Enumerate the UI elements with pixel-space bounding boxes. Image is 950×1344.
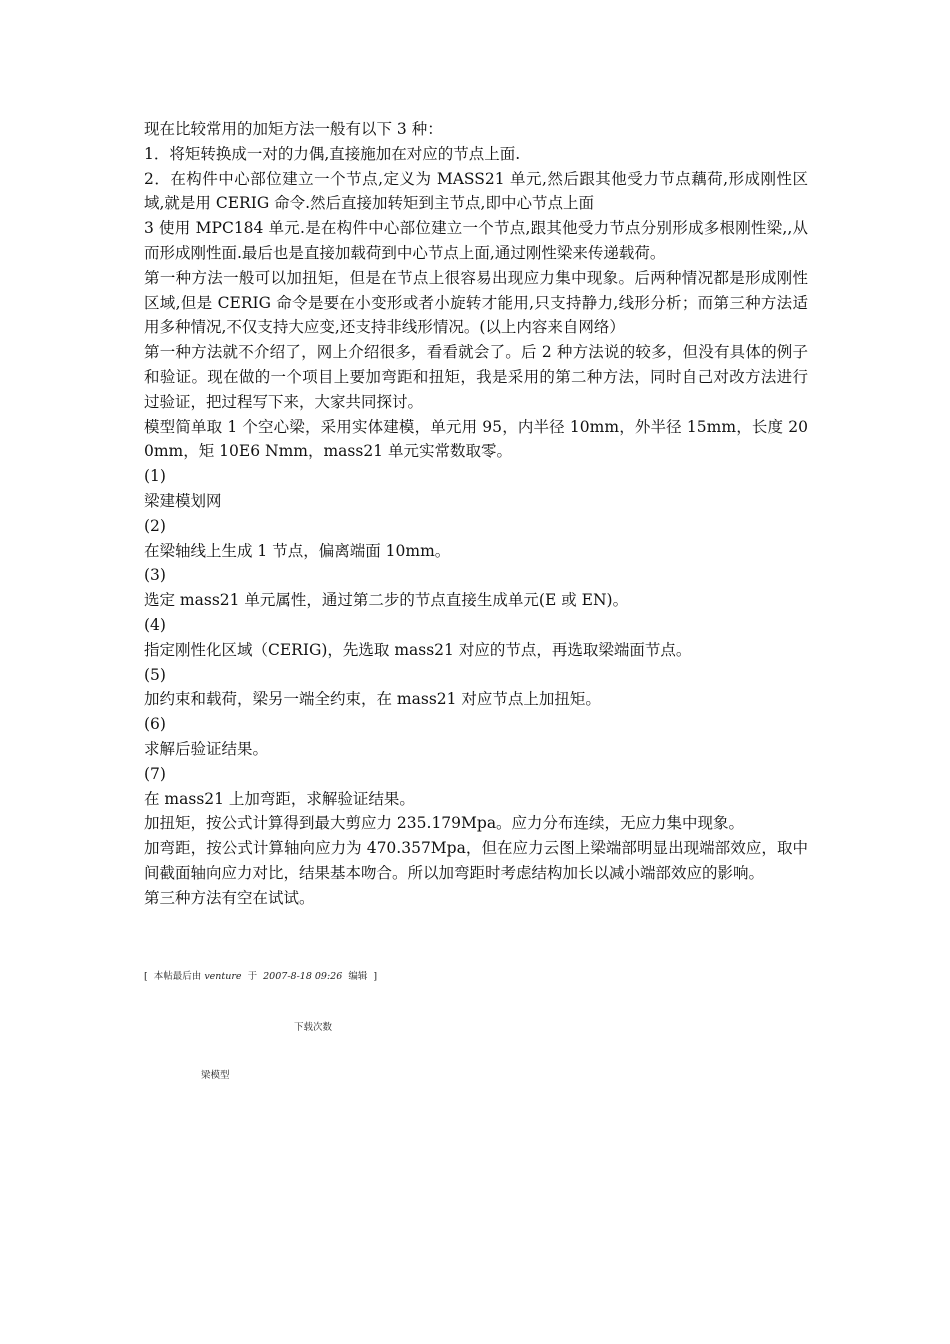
edit-note-action: 编辑: [348, 971, 368, 982]
paragraph-comparison: 第一种方法一般可以加扭矩，但是在节点上很容易出现应力集中现象。后两种情况都是形成刚性区域,但是 CERIG 命令是要在小变形或者小旋转才能用,只支持静力,线形分析；而第三种方法适用多种情况,不仅支持大应变,还支持非线形情况。(以上内容来自网络）: [144, 268, 808, 337]
paragraph-intro: 现在比较常用的加矩方法一般有以下 3 种：: [144, 120, 443, 138]
edit-note-open-bracket: [: [144, 971, 148, 982]
paragraph-model: 模型简单取 1 个空心梁，采用实体建模，单元用 95，内半径 10mm，外半径 15mm，长度 200mm，矩 10E6 Nmm，mass21 单元实常数取零。: [144, 417, 808, 461]
attachment-model-label[interactable]: 梁模型: [201, 1070, 230, 1081]
paragraph-method-3: 3 使用 MPC184 单元.是在构件中心部位建立一个节点,跟其他受力节点分别形成多根刚性梁,,从而形成刚性面.最后也是直接加载荷到中心节点上面,通过刚性梁来传递载荷。: [144, 219, 808, 262]
step-text-2: 在梁轴线上生成 1 节点，偏离端面 10mm。: [144, 541, 451, 560]
step-number-1: (1): [144, 467, 166, 486]
edit-note-at: 于: [247, 971, 258, 982]
paragraph-method-1: 1．将矩转换成一对的力偶,直接施加在对应的节点上面.: [144, 144, 521, 163]
edit-note-datetime: 2007-8-18 09:26: [263, 971, 343, 982]
step-number-3: (3): [144, 566, 166, 585]
download-count-label: 下载次数: [294, 1022, 333, 1033]
step-text-1: 梁建模划网: [144, 491, 222, 510]
step-text-7: 在 mass21 上加弯距，求解验证结果。: [144, 789, 415, 808]
step-number-7: (7): [144, 764, 166, 783]
step-number-4: (4): [144, 615, 166, 634]
edit-note: [144, 970, 377, 984]
paragraph-closing: 第三种方法有空在试试。: [144, 888, 315, 907]
paragraph-method-2: 2．在构件中心部位建立一个节点,定义为 MASS21 单元,然后跟其他受力节点藕荷,形成刚性区域,就是用 CERIG 命令.然后直接加转矩到主节点,即中心节点上面: [144, 169, 808, 213]
step-text-6: 求解后验证结果。: [144, 739, 269, 758]
step-text-4: 指定刚性化区域（CERIG)，先选取 mass21 对应的节点，再选取梁端面节点。: [144, 640, 692, 659]
paragraph-torque-result: 加扭矩，按公式计算得到最大剪应力 235.179Mpa。应力分布连续，无应力集中现象。: [144, 814, 745, 833]
step-number-5: (5): [144, 665, 166, 684]
step-number-2: (2): [144, 516, 166, 535]
step-text-3: 选定 mass21 单元属性，通过第二步的节点直接生成单元(E 或 EN)。: [144, 591, 629, 610]
edit-note-prefix: 本帖最后由: [153, 971, 202, 982]
article-body: [144, 117, 808, 911]
step-text-5: 加约束和载荷，梁另一端全约束，在 mass21 对应节点上加扭矩。: [144, 690, 601, 709]
step-number-6: (6): [144, 715, 166, 734]
paragraph-bending-result: 加弯距，按公式计算轴向应力为 470.357Mpa，但在应力云图上梁端部明显出现端部效应，取中间截面轴向应力对比，结果基本吻合。所以加弯距时考虑结构加长以减小端部效应的影响。: [144, 839, 808, 882]
paragraph-background: 第一种方法就不介绍了，网上介绍很多，看看就会了。后 2 种方法说的较多，但没有具体的例子和验证。现在做的一个项目上要加弯距和扭矩，我是采用的第二种方法，同时自己对改方法进行过验证，把过程写下来，大家共同探讨。: [144, 343, 808, 411]
edit-note-close-bracket: ]: [373, 971, 378, 982]
edit-note-author: venture: [204, 971, 242, 982]
